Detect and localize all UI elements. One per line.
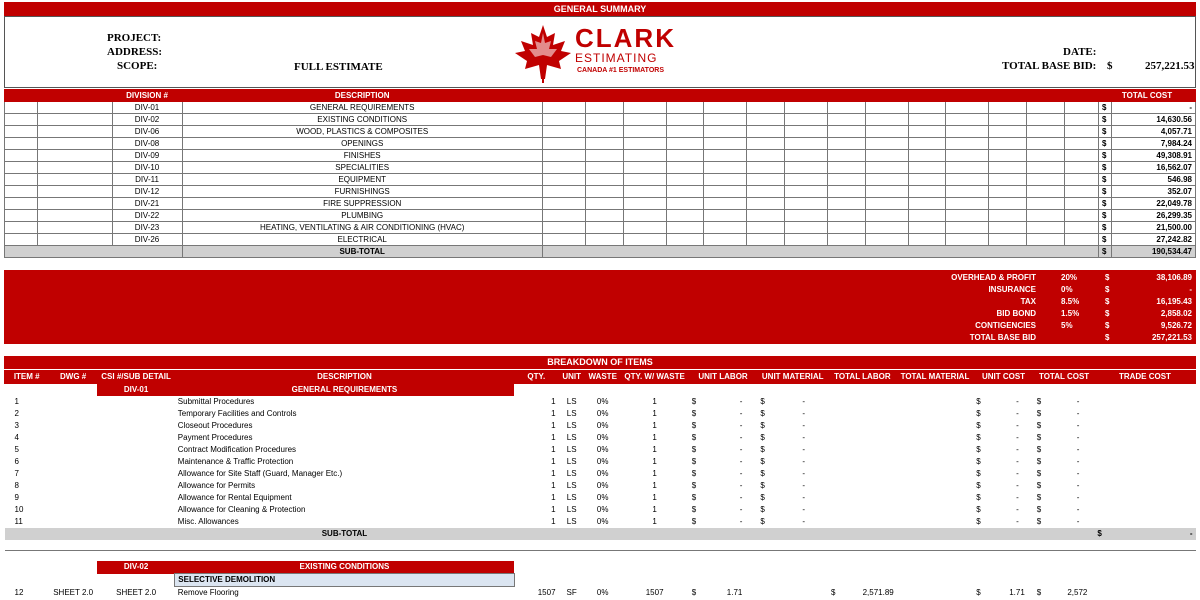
item-qty: 1 [551, 409, 556, 418]
division-row [5, 162, 1196, 174]
summary-percent: 20% [1061, 273, 1078, 282]
unit-material: $ - [760, 505, 806, 514]
item-qty-waste: 1 [652, 493, 657, 502]
item-waste: 0% [596, 481, 609, 490]
item-row [5, 468, 1196, 480]
breakdown-col-header: UNIT MATERIAL [757, 371, 828, 384]
division-currency: $ [1099, 210, 1112, 222]
division-code: DIV-23 [112, 222, 182, 234]
summary-label: TOTAL BASE BID [969, 333, 1036, 342]
division-total-cost: 4,057.71 [1111, 126, 1195, 138]
unit-labor: $ - [691, 457, 743, 466]
division-description: FIRE SUPPRESSION [182, 198, 542, 210]
item-qty: 1 [551, 505, 556, 514]
item-waste: 0% [596, 445, 609, 454]
division-total-cost: 546.98 [1111, 174, 1195, 186]
logo-estimating: ESTIMATING [575, 51, 658, 65]
item-description: Allowance for Site Staff (Guard, Manager Etc.) [177, 469, 343, 478]
subtotal-value: 190,534.47 [1111, 246, 1195, 258]
division-description: PLUMBING [182, 210, 542, 222]
unit-cost: $ - [976, 409, 1019, 418]
breakdown-col-header: TOTAL MATERIAL [897, 371, 973, 384]
item-qty: 1 [551, 445, 556, 454]
unit-material: $ - [760, 457, 806, 466]
division-code: DIV-06 [112, 126, 182, 138]
unit-labor: $ - [691, 445, 743, 454]
total-base-bid-label: TOTAL BASE BID: [1002, 60, 1097, 72]
item-row [5, 444, 1196, 456]
item-unit: SF [566, 587, 577, 597]
division-description: FINISHES [182, 150, 542, 162]
division-currency: $ [1099, 126, 1112, 138]
item-qty-waste: 1 [652, 433, 657, 442]
breakdown-col-header: QTY. [514, 371, 558, 384]
division-band-row [5, 561, 1196, 574]
item-description: Remove Flooring [177, 588, 239, 597]
item-row [5, 420, 1196, 432]
division-total-cost: 21,500.00 [1111, 222, 1195, 234]
summary-label: OVERHEAD & PROFIT [951, 273, 1036, 282]
item-row [5, 432, 1196, 444]
item-description: Misc. Allowances [177, 517, 239, 526]
sub-header-row [5, 574, 1196, 587]
item-qty-waste: 1 [652, 409, 657, 418]
bid-summary-block [4, 270, 1196, 344]
total-base-bid-value: 257,221.53 [1145, 60, 1195, 72]
total-cost-col-header: TOTAL COST [1099, 90, 1196, 102]
item-unit: LS [566, 409, 577, 418]
item-number: 10 [14, 505, 24, 514]
item-description: Allowance for Cleaning & Protection [177, 505, 306, 514]
item-number: 1 [14, 397, 19, 406]
item-row [5, 516, 1196, 528]
item-dwg: SHEET 2.0 [53, 587, 94, 597]
division-currency: $ [1099, 222, 1112, 234]
item-number: 6 [14, 457, 19, 466]
unit-material: $ - [760, 433, 806, 442]
unit-cost: $ - [976, 433, 1019, 442]
item-waste: 0% [596, 517, 609, 526]
division-currency: $ [1099, 150, 1112, 162]
item-number: 5 [14, 445, 19, 454]
summary-percent: 0% [1061, 285, 1073, 294]
breakdown-col-header: UNIT LABOR [689, 371, 758, 384]
summary-label: TAX [1020, 297, 1036, 306]
summary-value: 2,858.02 [1160, 309, 1192, 318]
item-unit: LS [566, 505, 577, 514]
item-waste: 0% [596, 397, 609, 406]
division-total-cost: 49,308.91 [1111, 150, 1195, 162]
division-code: DIV-08 [112, 138, 182, 150]
summary-row [4, 284, 1196, 296]
item-waste: 0% [596, 505, 609, 514]
division-currency: $ [1099, 102, 1112, 114]
summary-currency: $ [1105, 309, 1110, 318]
division-header-row [5, 90, 1196, 102]
item-waste: 0% [596, 409, 609, 418]
unit-labor: $ 1.71 [691, 587, 743, 597]
item-unit: LS [566, 421, 577, 430]
division-description: EQUIPMENT [182, 174, 542, 186]
item-waste: 0% [596, 433, 609, 442]
breakdown-col-header: TRADE COST [1094, 371, 1195, 384]
scope-label: SCOPE: [117, 60, 158, 72]
breakdown-col-header: DWG # [49, 371, 97, 384]
item-qty: 1 [551, 457, 556, 466]
division-description: SPECIALITIES [182, 162, 542, 174]
item-unit: LS [566, 493, 577, 502]
unit-material: $ - [760, 517, 806, 526]
breakdown-col-header: QTY. W/ WASTE [621, 371, 689, 384]
summary-label: BID BOND [996, 309, 1036, 318]
item-qty-waste: 1 [652, 421, 657, 430]
band-division: DIV-02 [97, 561, 174, 574]
unit-cost: $ - [976, 445, 1019, 454]
item-unit: LS [566, 433, 577, 442]
division-currency: $ [1099, 138, 1112, 150]
summary-currency: $ [1105, 321, 1110, 330]
division-code: DIV-09 [112, 150, 182, 162]
total-cost: $ - [1036, 457, 1080, 466]
item-number: 8 [14, 481, 19, 490]
item-qty-waste: 1507 [645, 587, 664, 597]
division-code: DIV-12 [112, 186, 182, 198]
description-col-header: DESCRIPTION [182, 90, 542, 102]
unit-cost: $ - [976, 481, 1019, 490]
item-csi: SHEET 2.0 [116, 587, 157, 597]
summary-percent: 1.5% [1061, 309, 1080, 318]
item-number: 2 [14, 409, 19, 418]
unit-labor: $ - [691, 481, 743, 490]
unit-cost: $ - [976, 457, 1019, 466]
summary-label: CONTIGENCIES [975, 321, 1036, 330]
division-currency: $ [1099, 186, 1112, 198]
breakdown-subtotal-row [5, 528, 1196, 540]
general-summary-title: GENERAL SUMMARY [4, 2, 1196, 16]
summary-currency: $ [1105, 297, 1110, 306]
logo-clark: CLARK [575, 23, 676, 53]
item-unit: LS [566, 517, 577, 526]
division-description: GENERAL REQUIREMENTS [182, 102, 542, 114]
unit-cost: $ - [976, 469, 1019, 478]
division-total-cost: 22,049.78 [1111, 198, 1195, 210]
division-code: DIV-26 [112, 234, 182, 246]
item-description: Submittal Procedures [177, 397, 255, 406]
item-qty-waste: 1 [652, 397, 657, 406]
division-subtotal-row [5, 246, 1196, 258]
item-number: 7 [14, 469, 19, 478]
address-label: ADDRESS: [107, 46, 163, 58]
item-qty: 1 [551, 421, 556, 430]
breakdown-col-header: CSI #/SUB DETAIL [97, 371, 174, 384]
breakdown-col-header: TOTAL COST [1034, 371, 1095, 384]
total-labor: $ 2,571.89 [831, 587, 894, 597]
item-waste: 0% [596, 421, 609, 430]
breakdown-col-header: UNIT [559, 371, 585, 384]
item-number: 4 [14, 433, 19, 442]
division-row [5, 114, 1196, 126]
division-row [5, 102, 1196, 114]
item-row [5, 408, 1196, 420]
item-description: Contract Modification Procedures [177, 445, 297, 454]
logo-tagline: CANADA #1 ESTIMATORS [577, 67, 664, 74]
division-total-cost: 14,630.56 [1111, 114, 1195, 126]
summary-row [4, 308, 1196, 320]
item-row [5, 480, 1196, 492]
division-code: DIV-22 [112, 210, 182, 222]
item-row [5, 587, 1196, 600]
summary-value: 257,221.53 [1151, 333, 1192, 342]
unit-labor: $ - [691, 469, 743, 478]
item-unit: LS [566, 397, 577, 406]
total-base-bid-currency: $ [1107, 60, 1113, 72]
item-description: Maintenance & Traffic Protection [177, 457, 294, 466]
division-col-header: DIVISION # [112, 90, 182, 102]
division-description: WOOD, PLASTICS & COMPOSITES [182, 126, 542, 138]
unit-labor: $ - [691, 409, 743, 418]
division-currency: $ [1099, 234, 1112, 246]
item-qty: 1507 [537, 587, 556, 597]
division-total-cost: 26,299.35 [1111, 210, 1195, 222]
division-code: DIV-21 [112, 198, 182, 210]
unit-material: $ - [760, 421, 806, 430]
division-total-cost: 27,242.82 [1111, 234, 1195, 246]
division-total-cost: 7,984.24 [1111, 138, 1195, 150]
unit-material: $ - [760, 481, 806, 490]
total-cost: $ - [1036, 445, 1080, 454]
division-currency: $ [1099, 114, 1112, 126]
unit-material: $ - [760, 445, 806, 454]
breakdown-table [4, 370, 1196, 599]
total-cost: $ - [1036, 397, 1080, 406]
sub-header-label: SELECTIVE DEMOLITION [175, 574, 514, 587]
summary-row [4, 332, 1196, 344]
item-qty: 1 [551, 517, 556, 526]
unit-labor: $ - [691, 517, 743, 526]
item-qty-waste: 1 [652, 505, 657, 514]
item-qty-waste: 1 [652, 457, 657, 466]
band-division: DIV-01 [97, 384, 174, 397]
item-description: Closeout Procedures [177, 421, 253, 430]
item-qty: 1 [551, 493, 556, 502]
unit-labor: $ - [691, 433, 743, 442]
item-qty-waste: 1 [652, 469, 657, 478]
breakdown-subtotal-value: $ - [1094, 528, 1195, 540]
item-row [5, 396, 1196, 408]
summary-currency: $ [1105, 273, 1110, 282]
division-row [5, 150, 1196, 162]
total-cost: $ - [1036, 517, 1080, 526]
unit-material: $ - [760, 493, 806, 502]
unit-cost: $ - [976, 493, 1019, 502]
unit-material: $ - [760, 469, 806, 478]
unit-cost: $ - [976, 397, 1019, 406]
item-row [5, 456, 1196, 468]
item-number: 9 [14, 493, 19, 502]
item-number: 12 [14, 587, 24, 597]
division-description: FURNISHINGS [182, 186, 542, 198]
scope-value: FULL ESTIMATE [294, 61, 383, 73]
subtotal-label: SUB-TOTAL [182, 246, 542, 258]
summary-currency: $ [1105, 333, 1110, 342]
division-currency: $ [1099, 174, 1112, 186]
unit-material: $ - [760, 409, 806, 418]
total-cost: $ - [1036, 409, 1080, 418]
unit-labor: $ - [691, 493, 743, 502]
total-cost: $ - [1036, 469, 1080, 478]
division-row [5, 138, 1196, 150]
band-description: EXISTING CONDITIONS [175, 561, 514, 574]
division-currency: $ [1099, 162, 1112, 174]
division-row [5, 222, 1196, 234]
item-waste: 0% [596, 493, 609, 502]
breakdown-header-row [5, 371, 1196, 384]
division-summary-table [4, 89, 1196, 258]
subtotal-currency: $ [1099, 246, 1112, 258]
total-cost: $ - [1036, 433, 1080, 442]
breakdown-col-header: ITEM # [5, 371, 49, 384]
summary-currency: $ [1105, 285, 1110, 294]
breakdown-col-header: UNIT COST [973, 371, 1034, 384]
item-row [5, 492, 1196, 504]
division-row [5, 186, 1196, 198]
item-number: 3 [14, 421, 19, 430]
item-waste: 0% [596, 457, 609, 466]
item-waste: 0% [596, 469, 609, 478]
total-cost: $ - [1036, 493, 1080, 502]
unit-cost: $ - [976, 505, 1019, 514]
spacer-row [5, 540, 1196, 551]
item-qty-waste: 1 [652, 481, 657, 490]
breakdown-subtotal-label: SUB-TOTAL [175, 528, 514, 540]
summary-value: 16,195.43 [1156, 297, 1192, 306]
item-qty: 1 [551, 397, 556, 406]
division-description: OPENINGS [182, 138, 542, 150]
summary-label: INSURANCE [988, 285, 1036, 294]
summary-value: 38,106.89 [1156, 273, 1192, 282]
total-cost: $ 2,572 [1036, 587, 1088, 597]
unit-material: $ - [760, 397, 806, 406]
maple-leaf-icon [509, 23, 577, 85]
division-description: ELECTRICAL [182, 234, 542, 246]
division-description: EXISTING CONDITIONS [182, 114, 542, 126]
summary-percent: 8.5% [1061, 297, 1080, 306]
division-row [5, 210, 1196, 222]
division-row [5, 234, 1196, 246]
division-row [5, 198, 1196, 210]
division-currency: $ [1099, 198, 1112, 210]
division-code: DIV-11 [112, 174, 182, 186]
breakdown-col-header: DESCRIPTION [175, 371, 514, 384]
item-description: Allowance for Permits [177, 481, 256, 490]
item-qty: 1 [551, 433, 556, 442]
division-code: DIV-10 [112, 162, 182, 174]
summary-row [4, 272, 1196, 284]
item-qty-waste: 1 [652, 517, 657, 526]
item-unit: LS [566, 469, 577, 478]
item-description: Payment Procedures [177, 433, 253, 442]
item-unit: LS [566, 445, 577, 454]
summary-value: - [1189, 285, 1192, 294]
project-label: PROJECT: [107, 32, 162, 44]
item-unit: LS [566, 481, 577, 490]
division-code: DIV-01 [112, 102, 182, 114]
division-description: HEATING, VENTILATING & AIR CONDITIONING (HVAC) [182, 222, 542, 234]
summary-row [4, 296, 1196, 308]
division-band-row [5, 384, 1196, 397]
item-number: 11 [14, 517, 23, 526]
division-row [5, 174, 1196, 186]
breakdown-col-header: WASTE [585, 371, 621, 384]
unit-labor: $ - [691, 397, 743, 406]
unit-cost: $ - [976, 421, 1019, 430]
item-qty: 1 [551, 481, 556, 490]
summary-percent: 5% [1061, 321, 1073, 330]
breakdown-col-header: TOTAL LABOR [828, 371, 897, 384]
band-description: GENERAL REQUIREMENTS [175, 384, 514, 397]
division-row [5, 126, 1196, 138]
spacer-row [5, 551, 1196, 562]
breakdown-title: BREAKDOWN OF ITEMS [4, 356, 1196, 369]
division-total-cost: 352.07 [1111, 186, 1195, 198]
division-total-cost: 16,562.07 [1111, 162, 1195, 174]
item-unit: LS [566, 457, 577, 466]
unit-cost: $ 1.71 [976, 587, 1025, 597]
item-qty-waste: 1 [652, 445, 657, 454]
unit-labor: $ - [691, 421, 743, 430]
item-description: Allowance for Rental Equipment [177, 493, 292, 502]
total-cost: $ - [1036, 481, 1080, 490]
total-cost: $ - [1036, 505, 1080, 514]
total-cost: $ - [1036, 421, 1080, 430]
division-code: DIV-02 [112, 114, 182, 126]
summary-value: 9,526.72 [1160, 321, 1192, 330]
header-block [4, 16, 1196, 88]
division-total-cost: - [1111, 102, 1195, 114]
unit-labor: $ - [691, 505, 743, 514]
item-qty: 1 [551, 469, 556, 478]
item-description: Temporary Facilities and Controls [177, 409, 297, 418]
item-row [5, 504, 1196, 516]
unit-cost: $ - [976, 517, 1019, 526]
item-waste: 0% [596, 587, 609, 597]
date-label: DATE: [1063, 46, 1097, 58]
summary-row [4, 320, 1196, 332]
